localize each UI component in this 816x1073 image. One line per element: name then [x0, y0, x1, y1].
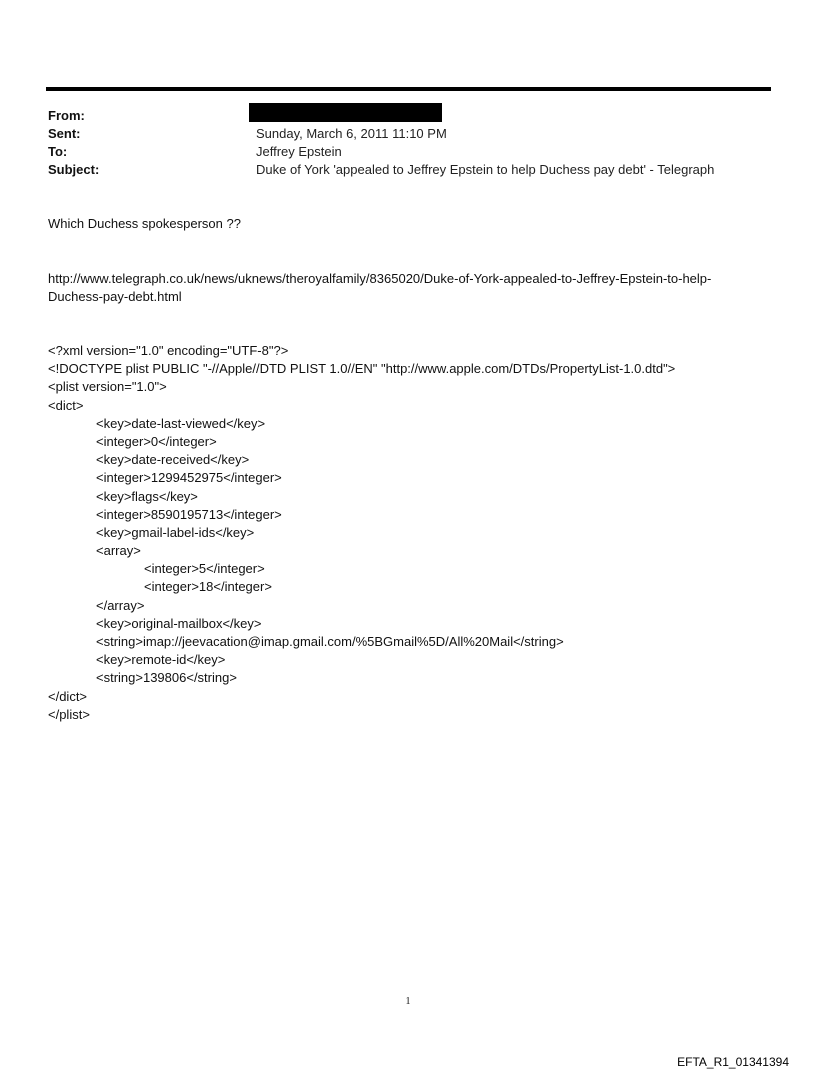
plist-line: <!DOCTYPE plist PUBLIC "-//Apple//DTD PLIST 1.0//EN" "http://www.apple.com/DTDs/PropertyList-1.0.dtd">: [48, 361, 676, 377]
plist-line: <dict>: [48, 397, 84, 413]
plist-line: <integer>1299452975</integer>: [96, 470, 282, 486]
plist-line: <key>gmail-label-ids</key>: [96, 524, 255, 540]
document-id: EFTA_R1_01341394: [677, 1055, 789, 1069]
plist-line: <?xml version="1.0" encoding="UTF-8"?>: [48, 343, 289, 358]
plist-line: <key>date-last-viewed</key>: [96, 415, 266, 431]
article-url-line-2: Duchess-pay-debt.html: [48, 289, 182, 304]
plist-line: <key>flags</key>: [96, 488, 198, 504]
plist-line: <integer>5</integer>: [144, 561, 265, 577]
plist-line: </dict>: [48, 688, 88, 704]
sent-label: Sent:: [48, 126, 81, 141]
plist-line: <array>: [96, 543, 141, 559]
redaction-box: [249, 103, 442, 122]
subject-value: Duke of York 'appealed to Jeffrey Epstein to help Duchess pay debt' - Telegraph: [256, 162, 715, 177]
header-divider: [46, 87, 771, 91]
from-label: From:: [48, 108, 85, 123]
subject-label: Subject:: [48, 162, 100, 177]
plist-line: </plist>: [48, 706, 90, 722]
page-number: 1: [405, 996, 411, 1007]
plist-line: <key>remote-id</key>: [96, 652, 226, 668]
plist-line: <integer>0</integer>: [96, 433, 217, 449]
sent-value: Sunday, March 6, 2011 11:10 PM: [256, 126, 447, 141]
to-value: Jeffrey Epstein: [256, 144, 342, 159]
plist-line: </array>: [96, 597, 145, 613]
article-url-line-1: http://www.telegraph.co.uk/news/uknews/theroyalfamily/8365020/Duke-of-York-appealed-to-Jeffrey-Epstein-to-help-: [48, 271, 712, 286]
to-label: To:: [48, 144, 68, 159]
plist-block: [48, 342, 675, 724]
plist-line: <plist version="1.0">: [48, 379, 167, 395]
plist-line: <integer>8590195713</integer>: [96, 506, 282, 522]
plist-line: <key>original-mailbox</key>: [96, 615, 262, 631]
message-text: Which Duchess spokesperson ??: [48, 216, 241, 231]
plist-line: <integer>18</integer>: [144, 579, 272, 595]
plist-line: <string>imap://jeevacation@imap.gmail.com/%5BGmail%5D/All%20Mail</string>: [96, 634, 564, 649]
plist-line: <string>139806</string>: [96, 670, 237, 686]
plist-line: <key>date-received</key>: [96, 452, 250, 468]
